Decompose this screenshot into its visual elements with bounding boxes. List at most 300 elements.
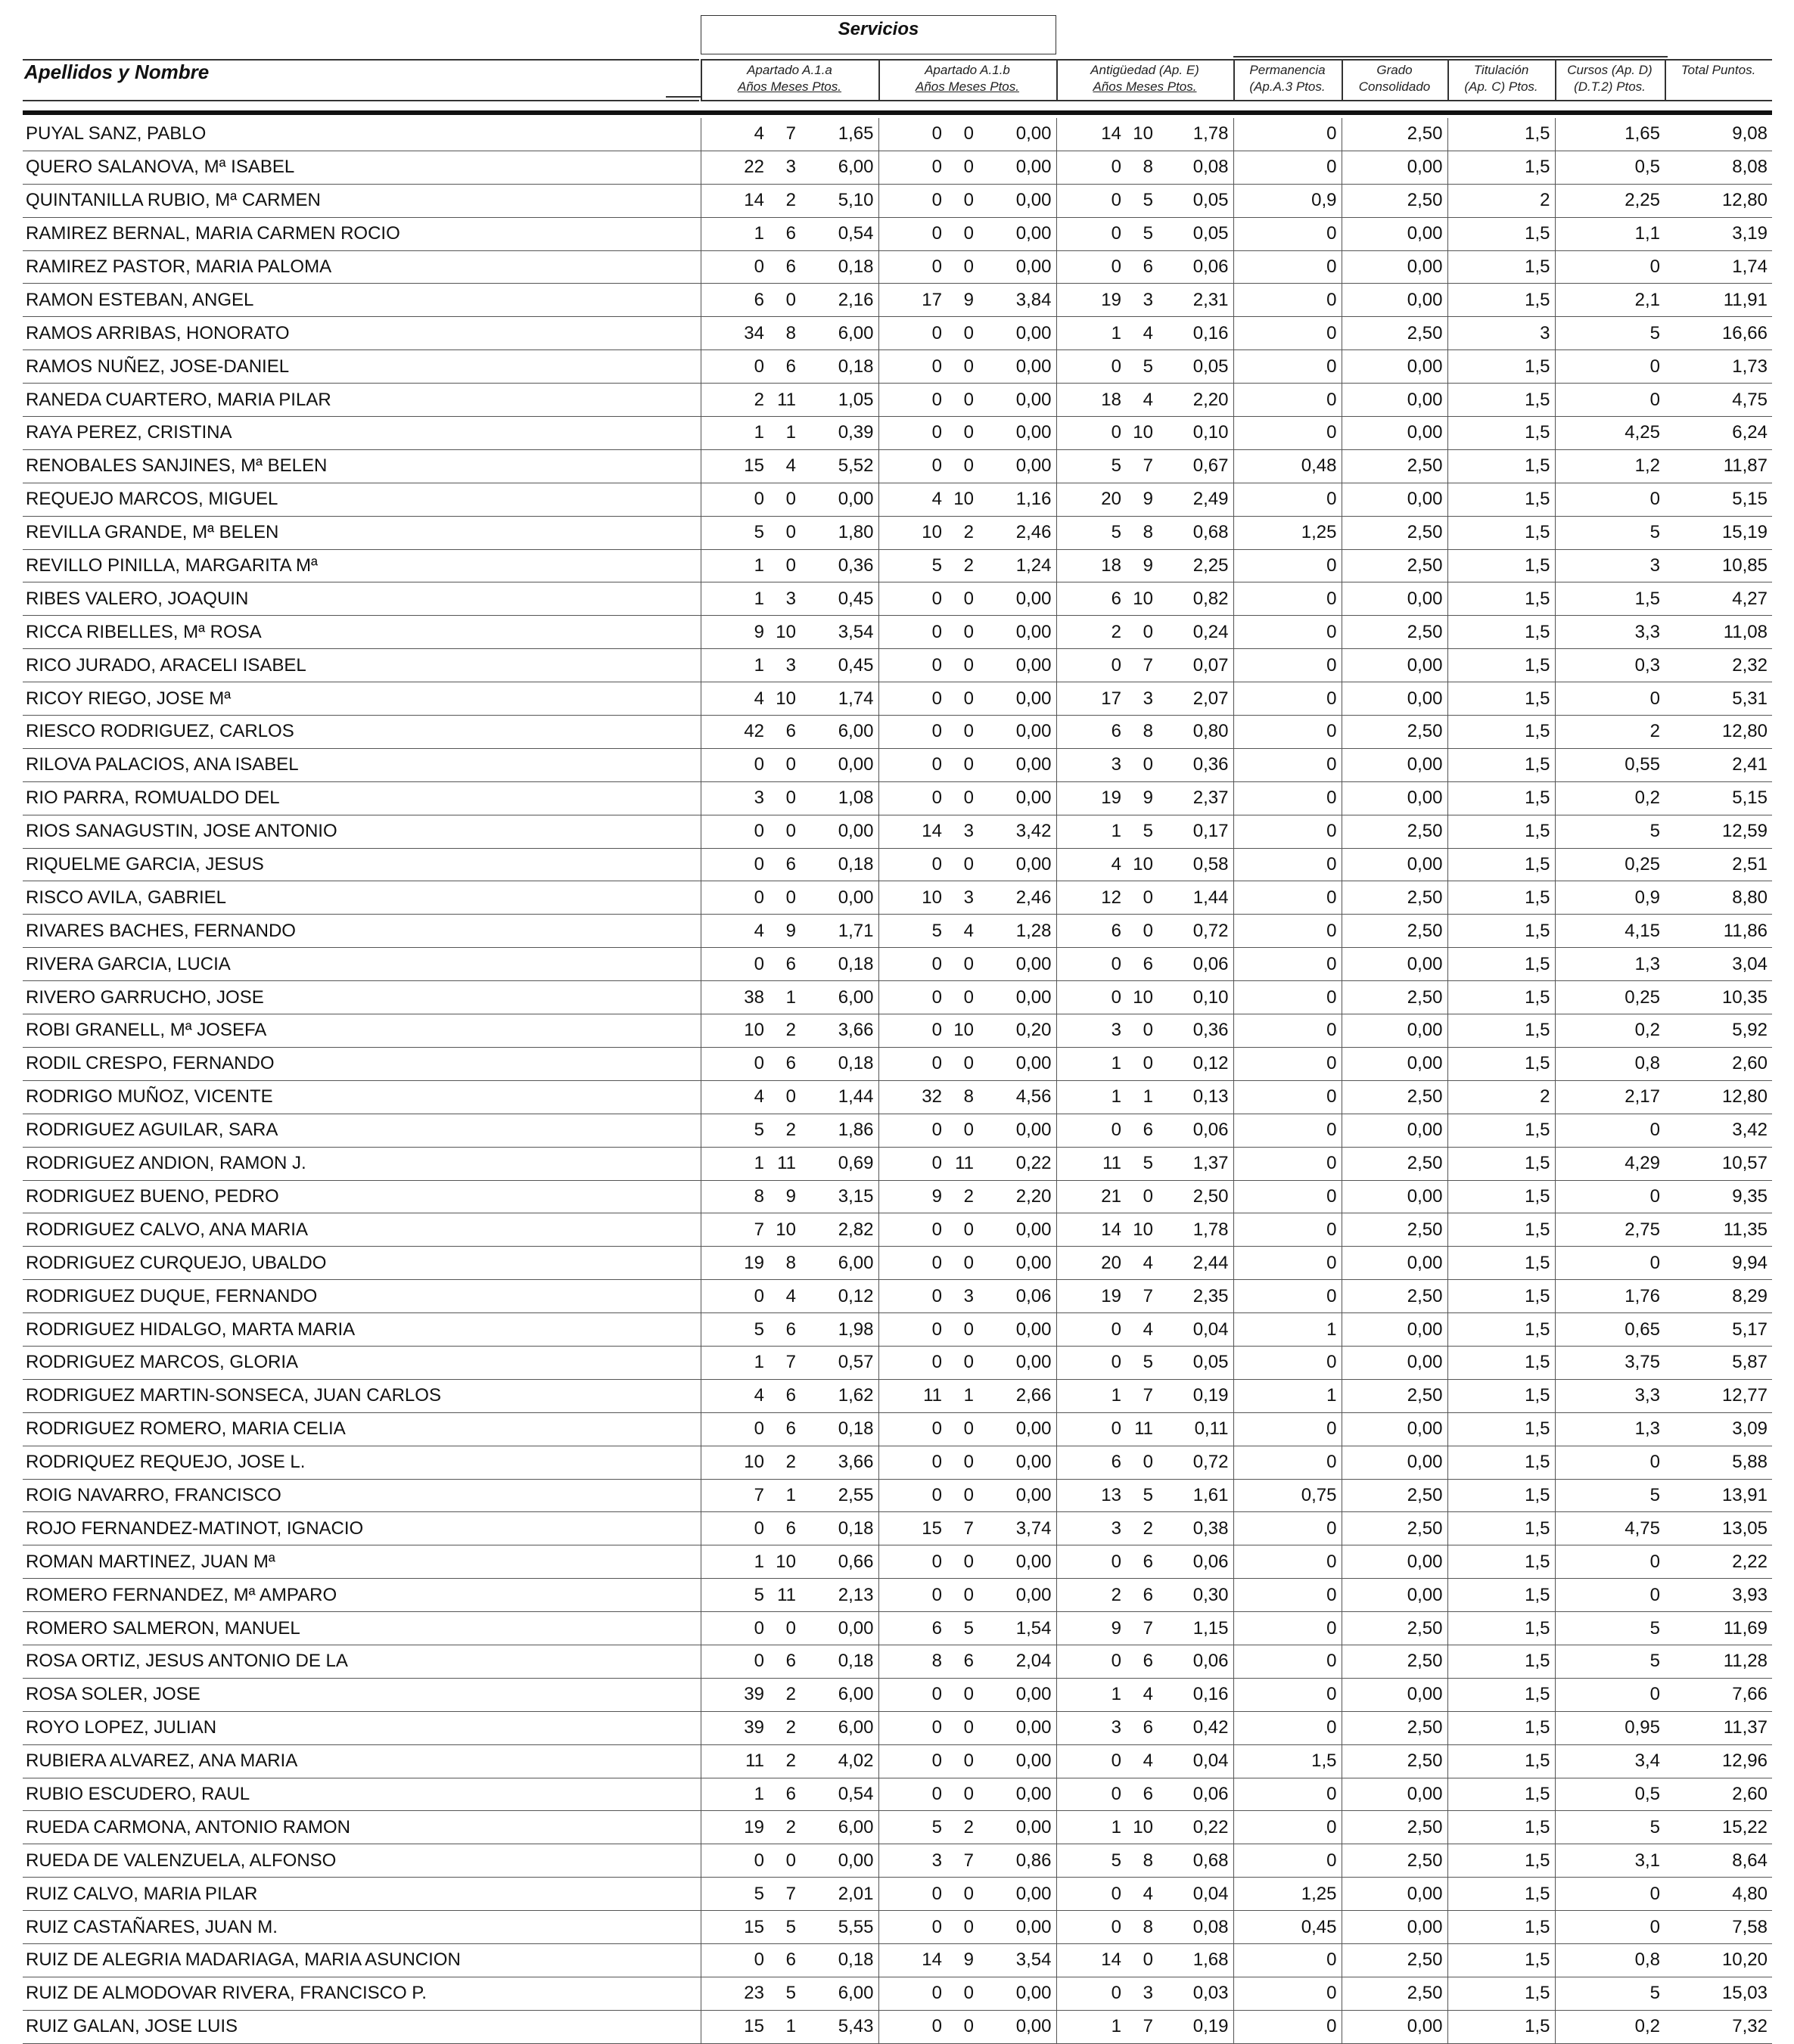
table-row xyxy=(23,1512,1772,1545)
cell-value: 19 xyxy=(701,1247,769,1280)
cell-value: 0 xyxy=(1233,1346,1342,1379)
cell-value: 0,05 xyxy=(1158,1346,1233,1379)
cell-value: 0 xyxy=(878,848,947,881)
cell-value: 0 xyxy=(1555,1911,1665,1944)
cell-value: 6 xyxy=(1056,582,1126,616)
cell-value: 0 xyxy=(1233,1579,1342,1612)
cell-value: 0,00 xyxy=(1342,1014,1447,1048)
cell-value: 0 xyxy=(878,616,947,649)
cell-value: 7 xyxy=(1126,449,1158,483)
cell-value: 0,00 xyxy=(978,1047,1056,1080)
cell-value: 10,20 xyxy=(1665,1943,1772,1977)
cell-value: 4 xyxy=(1126,384,1158,417)
cell-value: 1,5 xyxy=(1447,384,1555,417)
cell-value: 2,41 xyxy=(1665,748,1772,781)
cell-value: 0 xyxy=(1126,1014,1158,1048)
cell-value: 0,00 xyxy=(1342,948,1447,981)
cell-value: 0 xyxy=(878,350,947,384)
cell-value: 1 xyxy=(769,2010,801,2043)
cell-value: 39 xyxy=(701,1711,769,1744)
cell-value: 0 xyxy=(1233,1247,1342,1280)
cell-value: 0 xyxy=(878,1247,947,1280)
cell-value: 8,64 xyxy=(1665,1844,1772,1878)
cell-value: 0 xyxy=(1233,616,1342,649)
cell-value: 2 xyxy=(947,1811,978,1844)
cell-value: 10 xyxy=(878,881,947,915)
cell-value: 0 xyxy=(701,1412,769,1446)
cell-value: 1,1 xyxy=(1555,217,1665,250)
cell-value: 11,35 xyxy=(1665,1213,1772,1247)
cell-value: 10 xyxy=(1126,1213,1158,1247)
cell-value: 5,43 xyxy=(801,2010,878,2043)
cell-value: 1,5 xyxy=(1447,1612,1555,1645)
cell-value: 1 xyxy=(1056,1811,1126,1844)
cell-value: 0,00 xyxy=(978,1778,1056,1811)
table-row xyxy=(23,449,1772,483)
cell-value: 0,48 xyxy=(1233,449,1342,483)
cell-value: 5 xyxy=(1555,815,1665,848)
cell-name: RICOY RIEGO, JOSE Mª xyxy=(23,682,701,716)
cell-value: 12,59 xyxy=(1665,815,1772,848)
cell-value: 3,93 xyxy=(1665,1579,1772,1612)
cell-value: 0 xyxy=(1233,151,1342,184)
cell-value: 5,31 xyxy=(1665,682,1772,716)
cell-value: 0 xyxy=(947,748,978,781)
cell-value: 11 xyxy=(769,384,801,417)
col-header-apartado-a1a xyxy=(701,62,878,95)
cell-value: 0 xyxy=(947,250,978,284)
cell-name: RODRIGUEZ AGUILAR, SARA xyxy=(23,1114,701,1147)
cell-value: 0 xyxy=(947,151,978,184)
cell-value: 0,25 xyxy=(1555,981,1665,1014)
cell-value: 4 xyxy=(1126,1247,1158,1280)
table-row xyxy=(23,1811,1772,1844)
cell-value: 0 xyxy=(1555,1579,1665,1612)
cell-value: 2 xyxy=(1447,1080,1555,1114)
cell-value: 0,75 xyxy=(1233,1479,1342,1512)
cell-value: 5,87 xyxy=(1665,1346,1772,1379)
cell-value: 1,5 xyxy=(1447,881,1555,915)
cell-value: 0,00 xyxy=(1342,250,1447,284)
cell-value: 0 xyxy=(947,1911,978,1944)
cell-value: 0,30 xyxy=(1158,1579,1233,1612)
cell-value: 0,00 xyxy=(1342,649,1447,682)
cell-value: 0,18 xyxy=(801,1645,878,1678)
cell-value: 0 xyxy=(878,1114,947,1147)
cell-value: 1,5 xyxy=(1233,1744,1342,1778)
table-row xyxy=(23,284,1772,317)
cell-value: 0 xyxy=(1056,1412,1126,1446)
cell-value: 3,1 xyxy=(1555,1844,1665,1878)
cell-value: 0,36 xyxy=(1158,1014,1233,1048)
cell-value: 1 xyxy=(769,981,801,1014)
cell-value: 0 xyxy=(878,682,947,716)
col-header-line1: Cursos (Ap. D) xyxy=(1567,63,1653,77)
cell-value: 1,5 xyxy=(1447,1977,1555,2010)
cell-value: 1,65 xyxy=(801,118,878,151)
table-row xyxy=(23,417,1772,450)
cell-value: 0 xyxy=(701,483,769,516)
cell-value: 2,46 xyxy=(978,516,1056,549)
cell-value: 9 xyxy=(1056,1612,1126,1645)
cell-name: RODRIGUEZ HIDALGO, MARTA MARIA xyxy=(23,1313,701,1347)
name-column-header: Apellidos y Nombre xyxy=(24,61,210,83)
cell-value: 15 xyxy=(701,1911,769,1944)
cell-value: 0 xyxy=(701,1943,769,1977)
table-row xyxy=(23,981,1772,1014)
col-header-line1: Permanencia xyxy=(1249,63,1326,77)
cell-value: 7 xyxy=(1126,1612,1158,1645)
cell-value: 6 xyxy=(701,284,769,317)
cell-value: 2,50 xyxy=(1342,915,1447,948)
cell-value: 15 xyxy=(701,449,769,483)
points-table xyxy=(23,118,1772,2044)
cell-value: 2 xyxy=(947,549,978,582)
cell-value: 0 xyxy=(878,1147,947,1180)
cell-value: 0,00 xyxy=(1342,748,1447,781)
cell-value: 2,35 xyxy=(1158,1280,1233,1313)
cell-value: 1,5 xyxy=(1447,1014,1555,1048)
cell-value: 1,74 xyxy=(801,682,878,716)
cell-value: 10 xyxy=(947,483,978,516)
cell-value: 0 xyxy=(1233,848,1342,881)
cell-value: 0 xyxy=(878,1711,947,1744)
cell-value: 1,5 xyxy=(1447,151,1555,184)
cell-value: 1 xyxy=(1233,1379,1342,1412)
cell-value: 0,19 xyxy=(1158,1379,1233,1412)
cell-value: 0 xyxy=(947,848,978,881)
cell-value: 1,5 xyxy=(1447,981,1555,1014)
cell-value: 0,00 xyxy=(1342,1579,1447,1612)
cell-value: 0 xyxy=(878,184,947,217)
cell-name: RAMOS NUÑEZ, JOSE-DANIEL xyxy=(23,350,701,384)
table-row xyxy=(23,815,1772,848)
cell-value: 0,00 xyxy=(1342,1911,1447,1944)
cell-value: 0,00 xyxy=(1342,217,1447,250)
cell-value: 0 xyxy=(701,1512,769,1545)
cell-value: 0 xyxy=(878,781,947,815)
cell-value: 10 xyxy=(878,516,947,549)
cell-value: 0,13 xyxy=(1158,1080,1233,1114)
cell-value: 0 xyxy=(947,1213,978,1247)
cell-value: 4 xyxy=(1126,1878,1158,1911)
cell-value: 5,52 xyxy=(801,449,878,483)
cell-name: RICO JURADO, ARACELI ISABEL xyxy=(23,649,701,682)
cell-value: 9 xyxy=(1126,549,1158,582)
table-row xyxy=(23,716,1772,749)
col-header-grado xyxy=(1342,62,1447,95)
cell-value: 0 xyxy=(947,350,978,384)
cell-value: 6,00 xyxy=(801,1678,878,1711)
cell-value: 19 xyxy=(1056,284,1126,317)
cell-value: 0 xyxy=(1233,317,1342,350)
table-row xyxy=(23,1612,1772,1645)
cell-value: 4 xyxy=(1056,848,1126,881)
cell-value: 0 xyxy=(947,1313,978,1347)
cell-value: 5 xyxy=(1126,1479,1158,1512)
table-row xyxy=(23,1379,1772,1412)
cell-value: 0 xyxy=(1126,1047,1158,1080)
cell-value: 1,73 xyxy=(1665,350,1772,384)
cell-value: 0 xyxy=(1056,981,1126,1014)
cell-value: 0 xyxy=(878,151,947,184)
cell-value: 0 xyxy=(878,384,947,417)
cell-value: 1,3 xyxy=(1555,1412,1665,1446)
cell-value: 2,04 xyxy=(978,1645,1056,1678)
cell-value: 0 xyxy=(1233,948,1342,981)
cell-value: 1,5 xyxy=(1447,1943,1555,1977)
cell-value: 2,44 xyxy=(1158,1247,1233,1280)
cell-value: 0,54 xyxy=(801,217,878,250)
cell-value: 4 xyxy=(1126,1744,1158,1778)
cell-value: 17 xyxy=(1056,682,1126,716)
cell-value: 8 xyxy=(878,1645,947,1678)
cell-value: 5 xyxy=(1126,184,1158,217)
cell-value: 0 xyxy=(1233,1147,1342,1180)
cell-value: 0,18 xyxy=(801,350,878,384)
table-row xyxy=(23,250,1772,284)
cell-value: 0 xyxy=(1126,1180,1158,1213)
cell-value: 0 xyxy=(1233,250,1342,284)
cell-value: 9 xyxy=(947,284,978,317)
cell-value: 0 xyxy=(947,1878,978,1911)
cell-value: 0,8 xyxy=(1555,1047,1665,1080)
cell-value: 6 xyxy=(878,1612,947,1645)
cell-value: 0 xyxy=(878,948,947,981)
cell-value: 0 xyxy=(947,1446,978,1479)
cell-value: 0,00 xyxy=(1342,582,1447,616)
cell-value: 2,50 xyxy=(1342,1645,1447,1678)
cell-value: 0,2 xyxy=(1555,781,1665,815)
cell-value: 10 xyxy=(1126,582,1158,616)
cell-value: 4 xyxy=(701,682,769,716)
cell-value: 1,05 xyxy=(801,384,878,417)
cell-value: 2,50 xyxy=(1342,1479,1447,1512)
cell-value: 1,5 xyxy=(1447,1744,1555,1778)
cell-value: 2,50 xyxy=(1342,1379,1447,1412)
cell-value: 0 xyxy=(1555,384,1665,417)
cell-value: 0 xyxy=(878,1313,947,1347)
col-header-line1: Grado xyxy=(1376,63,1413,77)
cell-name: RIOS SANAGUSTIN, JOSE ANTONIO xyxy=(23,815,701,848)
cell-value: 16,66 xyxy=(1665,317,1772,350)
cell-value: 0,00 xyxy=(801,815,878,848)
cell-value: 5,17 xyxy=(1665,1313,1772,1347)
cell-value: 2,50 xyxy=(1342,1977,1447,2010)
cell-value: 0 xyxy=(769,1612,801,1645)
table-row xyxy=(23,1977,1772,2010)
cell-value: 1 xyxy=(947,1379,978,1412)
cell-value: 5,15 xyxy=(1665,781,1772,815)
cell-value: 0 xyxy=(1555,1247,1665,1280)
cell-value: 1,5 xyxy=(1447,1811,1555,1844)
cell-value: 0,03 xyxy=(1158,1977,1233,2010)
cell-value: 0 xyxy=(1233,781,1342,815)
cell-value: 2,50 xyxy=(1342,1844,1447,1878)
cell-value: 0,86 xyxy=(978,1844,1056,1878)
cell-value: 0 xyxy=(1233,549,1342,582)
cell-value: 5 xyxy=(1555,1612,1665,1645)
cell-value: 2,50 xyxy=(1342,716,1447,749)
cell-value: 12,80 xyxy=(1665,1080,1772,1114)
cell-name: RODRIGUEZ MARTIN-SONSECA, JUAN CARLOS xyxy=(23,1379,701,1412)
cell-value: 10 xyxy=(1126,981,1158,1014)
cell-value: 2,20 xyxy=(978,1180,1056,1213)
cell-value: 0,00 xyxy=(978,582,1056,616)
cell-value: 1,5 xyxy=(1447,1678,1555,1711)
cell-value: 2,13 xyxy=(801,1579,878,1612)
cell-value: 1,3 xyxy=(1555,948,1665,981)
cell-value: 6 xyxy=(769,1313,801,1347)
table-row xyxy=(23,217,1772,250)
cell-value: 1,37 xyxy=(1158,1147,1233,1180)
cell-value: 0,67 xyxy=(1158,449,1233,483)
cell-value: 14 xyxy=(1056,1213,1126,1247)
cell-value: 0 xyxy=(1233,1114,1342,1147)
cell-value: 0 xyxy=(701,1645,769,1678)
cell-value: 0 xyxy=(769,748,801,781)
col-header-line1: Titulación xyxy=(1473,63,1529,77)
col-header-line2: Consolidado xyxy=(1358,79,1431,94)
cell-value: 2,60 xyxy=(1665,1047,1772,1080)
cell-name: ROBI GRANELL, Mª JOSEFA xyxy=(23,1014,701,1048)
cell-value: 6,24 xyxy=(1665,417,1772,450)
cell-value: 8 xyxy=(1126,716,1158,749)
cell-value: 0,19 xyxy=(1158,2010,1233,2043)
cell-value: 0 xyxy=(1126,616,1158,649)
cell-value: 1,28 xyxy=(978,915,1056,948)
table-row xyxy=(23,1678,1772,1711)
cell-value: 5 xyxy=(878,915,947,948)
cell-value: 2,25 xyxy=(1555,184,1665,217)
cell-value: 0,00 xyxy=(978,1579,1056,1612)
cell-value: 0,00 xyxy=(801,1612,878,1645)
cell-value: 2 xyxy=(769,1114,801,1147)
cell-value: 0,06 xyxy=(1158,948,1233,981)
cell-value: 0,10 xyxy=(1158,981,1233,1014)
header-upper-right-rule xyxy=(1233,56,1668,57)
cell-value: 0,18 xyxy=(801,1943,878,1977)
cell-value: 6 xyxy=(769,948,801,981)
cell-value: 0 xyxy=(878,317,947,350)
cell-value: 1,98 xyxy=(801,1313,878,1347)
cell-value: 3 xyxy=(878,1844,947,1878)
cell-value: 0 xyxy=(1233,881,1342,915)
cell-value: 1,74 xyxy=(1665,250,1772,284)
cell-value: 0,45 xyxy=(1233,1911,1342,1944)
table-row xyxy=(23,1114,1772,1147)
cell-name: REVILLA GRANDE, Mª BELEN xyxy=(23,516,701,549)
cell-value: 1,65 xyxy=(1555,118,1665,151)
cell-value: 0,04 xyxy=(1158,1878,1233,1911)
cell-value: 0,45 xyxy=(801,649,878,682)
cell-value: 5 xyxy=(701,1878,769,1911)
cell-value: 1 xyxy=(701,649,769,682)
cell-value: 0,00 xyxy=(978,1911,1056,1944)
cell-value: 0 xyxy=(1555,1180,1665,1213)
cell-value: 0,00 xyxy=(978,1977,1056,2010)
cell-value: 0,36 xyxy=(801,549,878,582)
cell-value: 3 xyxy=(1126,682,1158,716)
cell-value: 11,28 xyxy=(1665,1645,1772,1678)
cell-value: 0 xyxy=(769,483,801,516)
table-row xyxy=(23,781,1772,815)
cell-value: 1,5 xyxy=(1447,1313,1555,1347)
cell-value: 0 xyxy=(1233,748,1342,781)
cell-value: 3,54 xyxy=(801,616,878,649)
cell-name: REVILLO PINILLA, MARGARITA Mª xyxy=(23,549,701,582)
cell-value: 0,00 xyxy=(978,2010,1056,2043)
cell-value: 0,00 xyxy=(978,948,1056,981)
cell-value: 8 xyxy=(1126,516,1158,549)
cell-value: 1,80 xyxy=(801,516,878,549)
cell-name: RICCA RIBELLES, Mª ROSA xyxy=(23,616,701,649)
cell-value: 5 xyxy=(1126,1346,1158,1379)
cell-value: 0 xyxy=(1233,350,1342,384)
cell-value: 11,69 xyxy=(1665,1612,1772,1645)
col-header-permanencia xyxy=(1233,62,1342,95)
cell-value: 2 xyxy=(769,1811,801,1844)
cell-value: 0,18 xyxy=(801,250,878,284)
cell-value: 0 xyxy=(1233,1280,1342,1313)
cell-value: 0,22 xyxy=(978,1147,1056,1180)
cell-value: 10 xyxy=(701,1014,769,1048)
cell-value: 0 xyxy=(1056,649,1126,682)
cell-value: 0 xyxy=(947,1346,978,1379)
cell-value: 6 xyxy=(1126,1114,1158,1147)
cell-value: 0 xyxy=(878,217,947,250)
cell-value: 15,19 xyxy=(1665,516,1772,549)
cell-name: RIVERA GARCIA, LUCIA xyxy=(23,948,701,981)
cell-value: 0 xyxy=(1233,1711,1342,1744)
cell-value: 4 xyxy=(701,1379,769,1412)
cell-value: 5,88 xyxy=(1665,1446,1772,1479)
cell-value: 0,00 xyxy=(978,981,1056,1014)
cell-value: 0 xyxy=(878,118,947,151)
cell-value: 0,00 xyxy=(801,1844,878,1878)
cell-value: 0,42 xyxy=(1158,1711,1233,1744)
cell-value: 0 xyxy=(1056,1977,1126,2010)
cell-value: 0 xyxy=(1555,1878,1665,1911)
col-header-line2: Años Meses Ptos. xyxy=(1093,79,1197,94)
cell-name: RODRIGUEZ ROMERO, MARIA CELIA xyxy=(23,1412,701,1446)
cell-value: 32 xyxy=(878,1080,947,1114)
cell-value: 1,78 xyxy=(1158,118,1233,151)
cell-value: 5 xyxy=(1555,516,1665,549)
cell-value: 0 xyxy=(701,881,769,915)
cell-value: 1,25 xyxy=(1233,516,1342,549)
cell-value: 0,00 xyxy=(1342,1114,1447,1147)
cell-value: 10 xyxy=(1126,1811,1158,1844)
cell-value: 4,27 xyxy=(1665,582,1772,616)
cell-value: 2,50 xyxy=(1342,1512,1447,1545)
col-header-line2: (Ap.A.3 Ptos. xyxy=(1249,79,1326,94)
cell-value: 6 xyxy=(769,1512,801,1545)
cell-value: 9 xyxy=(769,1180,801,1213)
cell-value: 0 xyxy=(769,1844,801,1878)
cell-value: 1,5 xyxy=(1447,250,1555,284)
col-header-line2: Años Meses Ptos. xyxy=(915,79,1019,94)
cell-value: 0 xyxy=(878,250,947,284)
table-row xyxy=(23,1911,1772,1944)
cell-value: 10 xyxy=(701,1446,769,1479)
cell-value: 0 xyxy=(769,516,801,549)
cell-value: 10 xyxy=(1126,848,1158,881)
cell-value: 0,72 xyxy=(1158,915,1233,948)
cell-value: 5 xyxy=(1126,815,1158,848)
cell-value: 0 xyxy=(1233,1678,1342,1711)
cell-value: 4,15 xyxy=(1555,915,1665,948)
